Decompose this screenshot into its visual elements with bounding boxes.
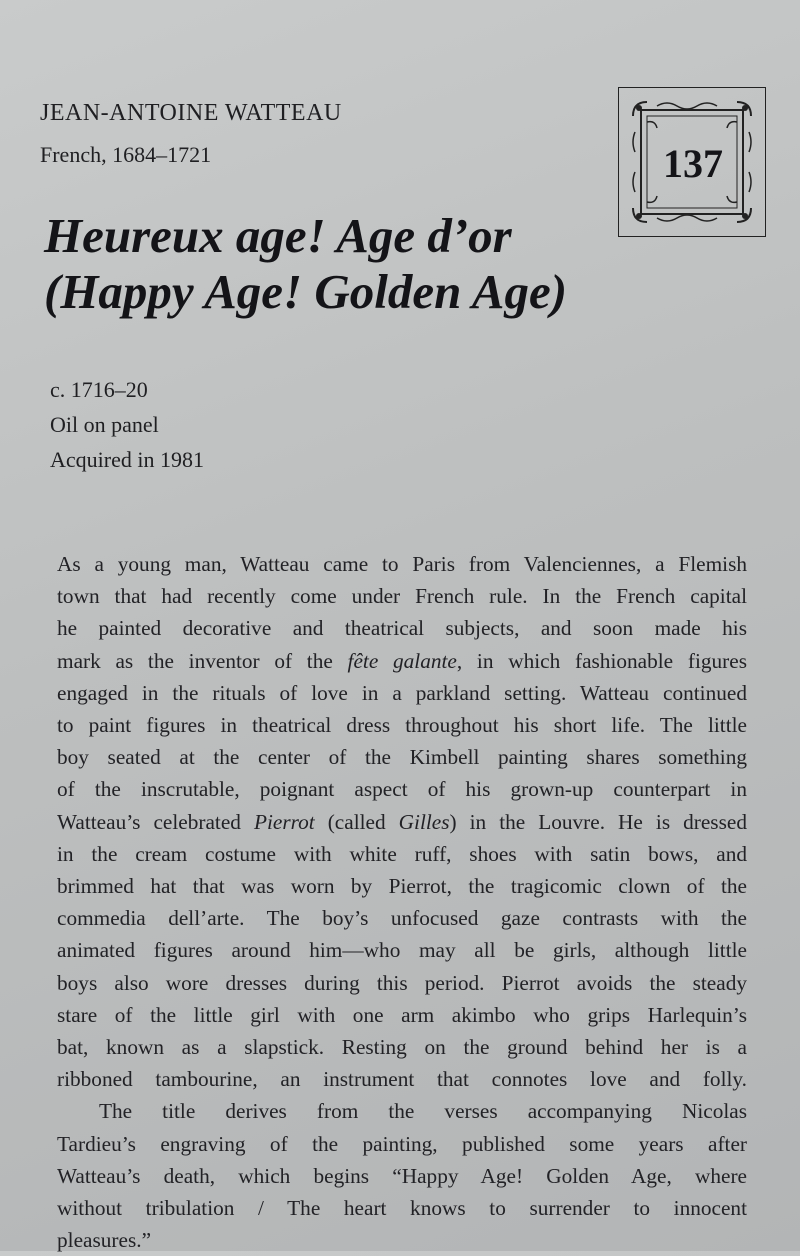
body-line: without tribulation / The heart knows to surrender to innocent bbox=[57, 1196, 747, 1221]
body-line: he painted decorative and theatrical subjects, and soon made his bbox=[57, 616, 747, 641]
title-line-2: (Happy Age! Golden Age) bbox=[44, 264, 568, 319]
body-line: Tardieu’s engraving of the painting, published some years after bbox=[57, 1131, 747, 1156]
body-line: brimmed hat that was worn by Pierrot, the tragicomic clown of the bbox=[57, 874, 747, 899]
body-text: Watteau’s celebrated bbox=[57, 809, 254, 834]
catalog-number: 137 bbox=[663, 141, 723, 186]
body-line: As a young man, Watteau came to Paris from Valenciennes, a Flemish bbox=[57, 552, 747, 576]
body-text: (called bbox=[314, 809, 399, 834]
acquisition-year: Acquired in 1981 bbox=[50, 447, 204, 472]
artwork-date: c. 1716–20 bbox=[50, 377, 148, 402]
body-line: bat, known as a slapstick. Resting on the ground behind her is a bbox=[57, 1035, 747, 1060]
body-text: mark as the inventor of the bbox=[57, 648, 348, 673]
body-line bbox=[57, 645, 747, 677]
artwork-facts bbox=[50, 372, 204, 477]
body-line: town that had recently come under French rule. In the French capital bbox=[57, 584, 747, 609]
body-italic-term: fête galante bbox=[347, 648, 457, 673]
body-italic-term: Gilles bbox=[398, 809, 450, 834]
body-italic-term: Pierrot bbox=[253, 809, 315, 834]
body-line: stare of the little girl with one arm akimbo who grips Harlequin’s bbox=[57, 1002, 747, 1027]
body-line: in the cream costume with white ruff, shoes with satin bows, and bbox=[57, 841, 747, 866]
body-line: to paint figures in theatrical dress throughout his short life. The little bbox=[57, 713, 747, 738]
artwork-title bbox=[44, 208, 644, 320]
body-line: engaged in the rituals of love in a parkland setting. Watteau continued bbox=[57, 680, 747, 705]
title-line-1: Heureux age! Age d’or bbox=[44, 208, 512, 263]
body-line: animated figures around him—who may all be girls, although little bbox=[57, 938, 747, 963]
body-text: ) in the Louvre. He is dressed bbox=[449, 809, 747, 834]
body-line: The title derives from the verses accompanying Nicolas bbox=[99, 1099, 747, 1124]
body-line bbox=[57, 806, 747, 838]
body-text: , in which fashionable figures bbox=[456, 648, 747, 673]
body-line: pleasures.” bbox=[57, 1228, 152, 1253]
body-line: ribboned tambourine, an instrument that connotes love and folly. bbox=[57, 1067, 747, 1092]
description-text bbox=[57, 548, 747, 1256]
body-line: of the inscrutable, poignant aspect of his grown-up counterpart in bbox=[57, 777, 747, 802]
artist-nationality-dates: French, 1684–1721 bbox=[40, 142, 212, 167]
body-line: Watteau’s death, which begins “Happy Age! Golden Age, where bbox=[57, 1163, 747, 1188]
body-line: commedia dell’arte. The boy’s unfocused gaze contrasts with the bbox=[57, 906, 747, 931]
body-line: boys also wore dresses during this period. Pierrot avoids the steady bbox=[57, 970, 747, 995]
artist-name: JEAN-ANTOINE WATTEAU bbox=[40, 100, 342, 126]
body-line: boy seated at the center of the Kimbell painting shares something bbox=[57, 745, 747, 770]
artwork-medium: Oil on panel bbox=[50, 412, 159, 437]
